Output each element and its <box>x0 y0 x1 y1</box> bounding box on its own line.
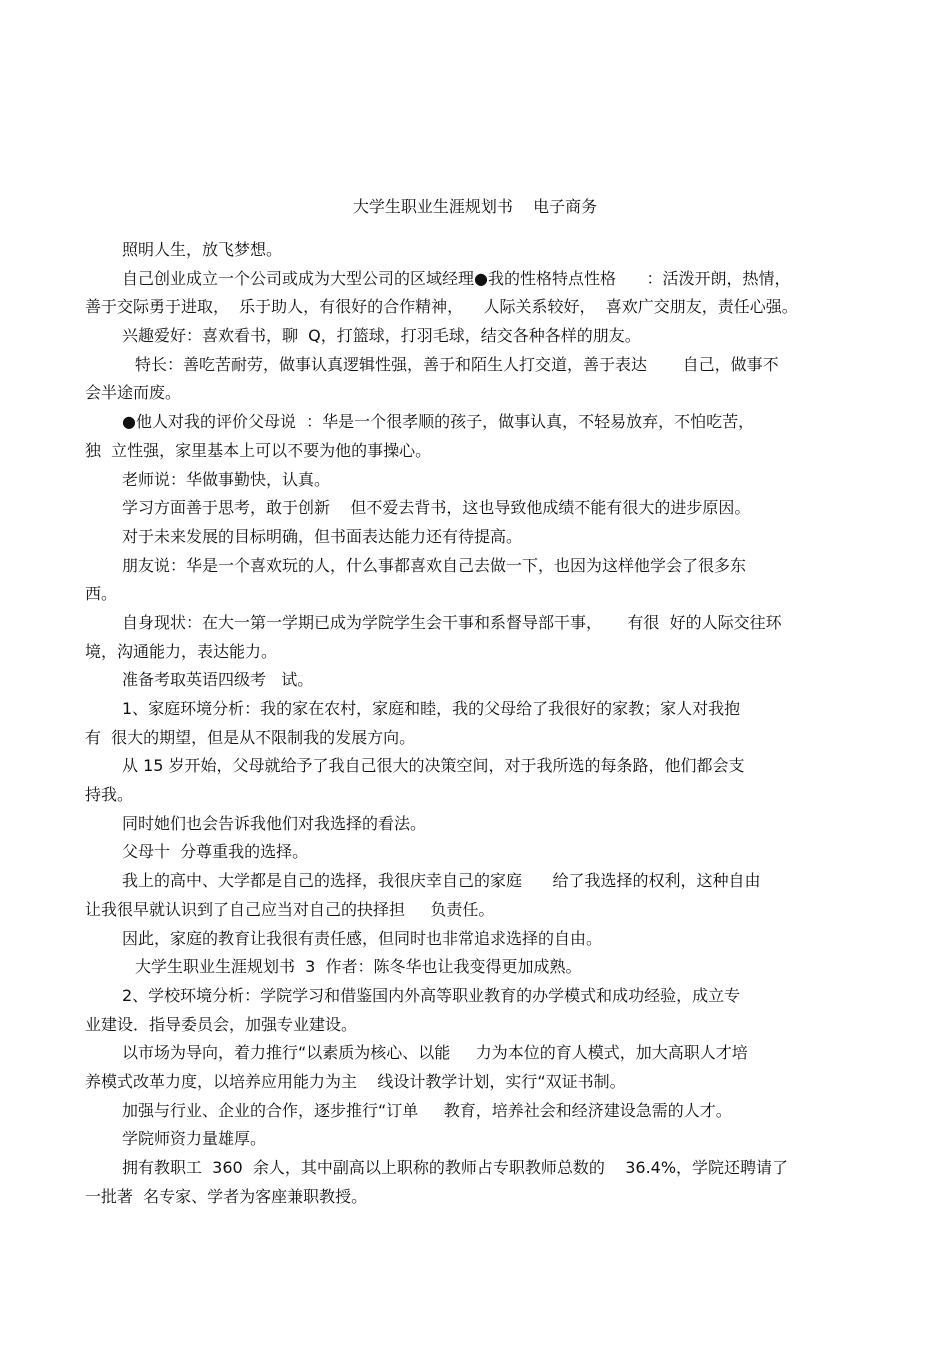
paragraph-line: 持我。 <box>85 785 134 805</box>
paragraph-line: ●他人对我的评价父母说 ：华是一个很孝顺的孩子，做事认真，不轻易放弃，不怕吃苦， <box>122 412 755 432</box>
paragraph-line: 自己创业成立一个公司或成为大型公司的区域经理●我的性格特点性格 ：活泼开朗，热情， <box>122 268 791 288</box>
paragraph-line: 从 15 岁开始，父母就给予了我自己很大的决策空间，对于我所选的每条路，他们都会支 <box>122 756 745 776</box>
paragraph-line: 准备考取英语四级考 试。 <box>122 670 314 690</box>
paragraph-line: 学院师资力量雄厚。 <box>122 1129 267 1149</box>
paragraph-line: 业建设．指导委员会，加强专业建设。 <box>85 1014 358 1034</box>
paragraph-line: 善于交际勇于进取， 乐于助人，有很好的合作精神， 人际关系较好， 喜欢广交朋友，责任心强。 <box>85 297 798 317</box>
paragraph-line: 以市场为导向，着力推行“以素质为核心、以能 力为本位的育人模式，加大高职人才培 <box>122 1043 748 1063</box>
paragraph-line: 有 很大的期望，但是从不限制我的发展方向。 <box>85 727 416 747</box>
paragraph-line: 对于未来发展的目标明确，但书面表达能力还有待提高。 <box>122 526 523 546</box>
paragraph-line: 西。 <box>85 584 118 604</box>
paragraph-line: 大学生职业生涯规划书 3 作者：陈冬华也让我变得更加成熟。 <box>135 957 582 977</box>
paragraph-line: 拥有教职工 360 余人，其中副高以上职称的教师占专职教师总数的 36.4%，学院还聘请了 <box>122 1158 789 1177</box>
paragraph-line: 自身现状：在大一第一学期已成为学院学生会干事和系督导部干事， 有很 好的人际交往环 <box>122 612 782 632</box>
paragraph-line: 独 立性强，家里基本上可以不要为他的事操心。 <box>85 440 432 460</box>
document-title: 大学生职业生涯规划书 电子商务 <box>352 197 598 216</box>
paragraph-line: 养模式改革力度，以培养应用能力为主 线设计教学计划，实行“双证书制。 <box>85 1071 626 1091</box>
document-body <box>85 236 863 1211</box>
paragraph-line: 因此，家庭的教育让我很有责任感，但同时也非常追求选择的自由。 <box>122 928 603 948</box>
paragraph-line: 2、学校环境分析：学院学习和借鉴国内外高等职业教育的办学模式和成功经验，成立专 <box>122 985 741 1005</box>
paragraph-line: 同时她们也会告诉我他们对我选择的看法。 <box>122 813 427 833</box>
paragraph-line: 照明人生，放飞梦想。 <box>122 240 283 259</box>
paragraph-line: 会半途而废。 <box>85 383 182 403</box>
paragraph-line: 老师说：华做事勤快，认真。 <box>122 469 331 489</box>
paragraph-line: 让我很早就认识到了自己应当对自己的抉择担 负责任。 <box>85 899 495 919</box>
paragraph-line: 朋友说：华是一个喜欢玩的人，什么事都喜欢自己去做一下，也因为这样他学会了很多东 <box>122 555 747 575</box>
paragraph-line: 1、家庭环境分析：我的家在农村，家庭和睦，我的父母给了我很好的家教；家人对我抱 <box>122 699 741 718</box>
paragraph-line: 我上的高中、大学都是自己的选择，我很庆幸自己的家庭 给了我选择的权利，这种自由 <box>122 871 761 891</box>
paragraph-line: 父母十 分尊重我的选择。 <box>122 842 309 862</box>
paragraph-line: 学习方面善于思考，敢于创新 但不爱去背书，这也导致他成绩不能有很大的进步原因。 <box>122 498 751 518</box>
paragraph-line: 兴趣爱好：喜欢看书，聊 Q，打篮球，打羽毛球，结交各种各样的朋友。 <box>122 326 641 346</box>
paragraph-line: 特长：善吃苦耐劳，做事认真逻辑性强，善于和陌生人打交道，善于表达 自己，做事不 <box>135 354 779 374</box>
paragraph-line: 一批著 名专家、学者为客座兼职教授。 <box>85 1186 368 1206</box>
paragraph-line: 境，沟通能力，表达能力。 <box>85 641 278 661</box>
paragraph-line: 加强与行业、企业的合作，逐步推行“订单 教育，培养社会和经济建设急需的人才。 <box>122 1100 732 1120</box>
